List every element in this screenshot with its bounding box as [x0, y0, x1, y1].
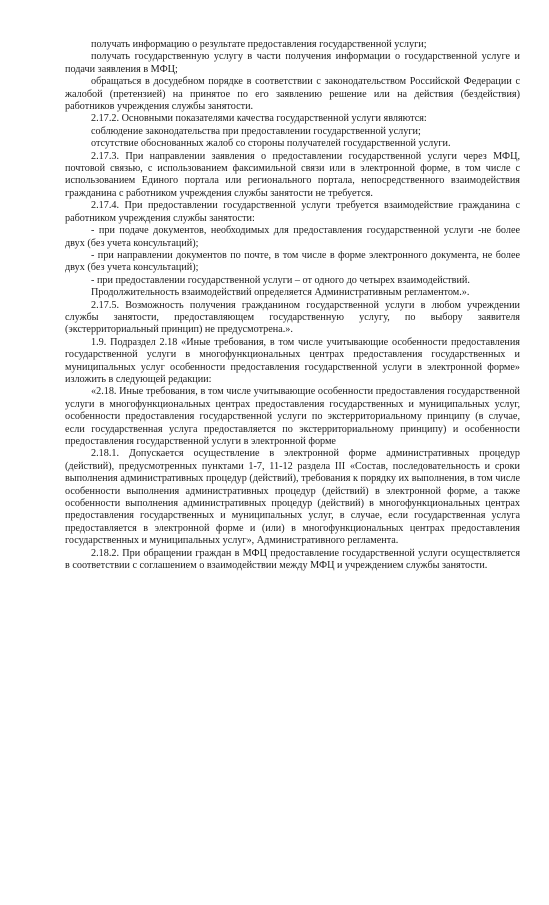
paragraph-2-18-1: 2.18.1. Допускается осуществление в электронной форме административных процедур (действий), предусмотренных пунктами 1-7, 11-12 раздела III «Состав, последовательность и сроки выполнения административных процедур (действий), требования к порядку их выполнения, в том числе особенности выполнения административных процедур (действий) в электронной форме, а также особенности выполнения административных процедур (действий) в многофункциональных центрах предоставления государственных и муниципальных услуг, в случае, если государственная услуга предоставляется в электронной форме и (или) в многофункциональных центрах предоставления государственных и муниципальных услуг», Административного регламента.: [65, 448, 520, 547]
paragraph-interaction-provision: - при предоставлении государственной услуги – от одного до четырех взаимодействий.: [91, 274, 470, 286]
paragraph-2-17-2: 2.17.2. Основными показателями качества государственной услуги являются:: [91, 113, 427, 125]
document-page: [65, 39, 520, 572]
paragraph-right-get-result-info: получать информацию о результате предоставления государственной услуги;: [91, 39, 427, 50]
paragraph-2-17-4: 2.17.4. При предоставлении государственной услуги требуется взаимодействие гражданина с работником учреждения службы занятости:: [65, 200, 520, 224]
paragraph-interaction-mail: - при направлении документов по почте, в том числе в форме электронного документа, не более двух (без учета консультаций);: [65, 249, 520, 274]
paragraph-interaction-duration: Продолжительность взаимодействий определяется Административным регламентом.».: [91, 287, 470, 299]
paragraph-2-18-heading: «2.18. Иные требования, в том числе учитывающие особенности предоставления государственной услуги в многофункциональных центрах предоставления государственных и муниципальных услуг, особенности предоставления государственной услуги по экстерриториальному принципу (в случае, если государственная услуга предоставляется по экстерриториальному принципу) и особенности предоставления государственной услуги в электронной форме: [65, 386, 520, 447]
paragraph-quality-no-complaints: отсутствие обоснованных жалоб со стороны получателей государственной услуги.: [91, 138, 451, 150]
paragraph-1-9: 1.9. Подраздел 2.18 «Иные требования, в том числе учитывающие особенности предоставления государственной услуги в многофункциональных центрах предоставления государственных и муниципальных услуг особенности предоставления государственной услуги в электронной форме» изложить в следующей редакции:: [65, 336, 520, 385]
paragraph-2-18-2: 2.18.2. При обращении граждан в МФЦ предоставление государственной услуги осуществляется в соответствии с соглашением о взаимодействии между МФЦ и учреждением службы занятости.: [65, 547, 520, 572]
paragraph-right-appeal: обращаться в досудебном порядке в соответствии с законодательством Российской Федерации с жалобой (претензией) на принятое по его заявлению решение или на действия (бездействия) работников учреждения службы занятости.: [65, 76, 520, 113]
paragraph-interaction-documents: - при подаче документов, необходимых для предоставления государственной услуги -не более двух (без учета консультаций);: [65, 225, 520, 249]
paragraph-quality-law-compliance: соблюдение законодательства при предоставлении государственной услуги;: [91, 125, 421, 137]
paragraph-2-17-5: 2.17.5. Возможность получения гражданином государственной услуги в любом учреждении службы занятости, предоставляющем государственную услугу, по выбору заявителя (экстерриториальный принцип) не предусмотрена.».: [65, 299, 520, 336]
paragraph-right-get-service-info: получать государственную услугу в части получения информации о государственной услуге и подачи заявления в МФЦ;: [65, 51, 520, 75]
paragraph-2-17-3: 2.17.3. При направлении заявления о предоставлении государственной услуги через МФЦ, почтовой связью, с использованием факсимильной связи или в электронной форме, в том числе с использованием Единого портала или регионального портала, непосредственного взаимодействия гражданина с работником учреждения службы занятости не требуется.: [65, 150, 520, 199]
